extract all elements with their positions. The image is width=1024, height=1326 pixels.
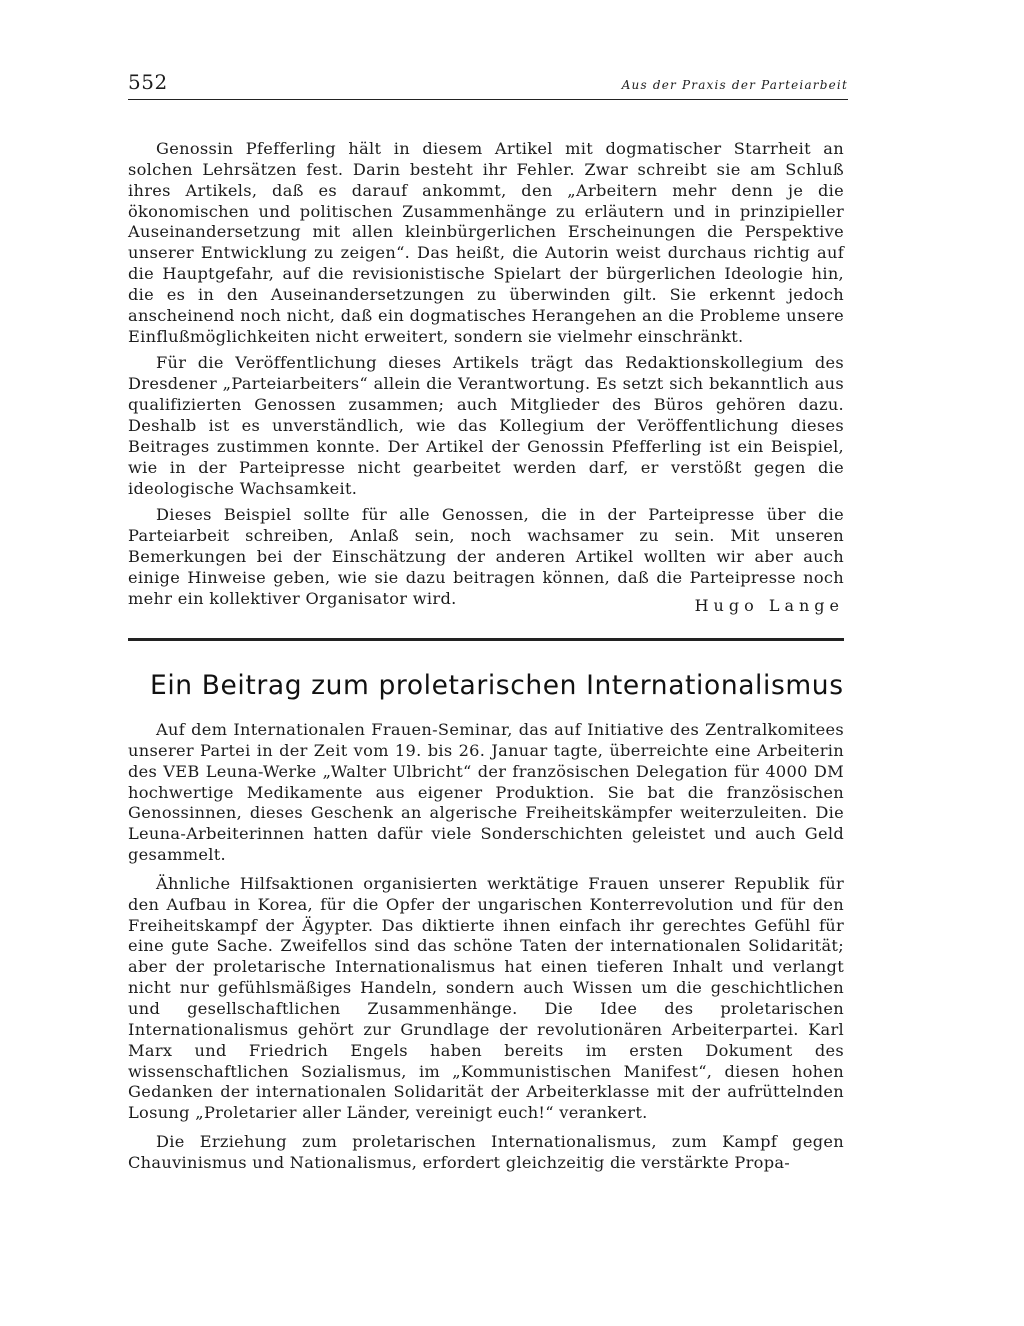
article-body (128, 720, 844, 1174)
running-head: Aus der Praxis der Parteiarbeit (621, 78, 848, 92)
paragraph: Dieses Beispiel sollte für alle Genossen, die in der Parteipresse über die Parteiarbeit schreiben, Anlaß sein, noch wachsamer zu sein. Mit unseren Bemerkungen bei der Einschätzung der anderen Artikel wollten wir aber auch einige Hinweise geben, wie sie dazu beitragen können, daß die Parteipresse noch mehr ein kollektiver Organisator wird. (128, 505, 844, 608)
paragraph: Für die Veröffentlichung dieses Artikels trägt das Redaktionskollegium des Dresdener „Parteiarbeiters“ allein die Verantwortung. Es setzt sich bekanntlich aus qualifizierten Genossen zusammen; auch Mitglieder des Büros gehören dazu. Deshalb ist es unverständlich, wie das Kollegium der Veröffentlichung dieses Beitrages zustimmen konnte. Der Artikel der Genossin Pfefferling ist ein Beispiel, wie in der Parteipresse nicht gearbeitet werden darf, er verstößt gegen die ideologische Wachsamkeit. (128, 353, 844, 498)
author-signature: Hugo Lange (694, 596, 844, 615)
paragraph: Auf dem Internationalen Frauen-Seminar, das auf Initiative des Zentralkomitees unserer Partei in der Zeit vom 19. bis 26. Januar tagte, überreichte eine Arbeiterin des VEB Leuna-Werke „Walter Ulbricht“ der französischen Delegation für 4000 DM hochwertige Medikamente aus eigener Produktion. Sie bat die französischen Genossinnen, dieses Geschenk an algerische Freiheitskämpfer weiterzuleiten. Die Leuna-Arbeiterinnen hatten dafür viele Sonderschichten geleistet und auch Geld gesammelt. (128, 720, 844, 865)
previous-article-conclusion (128, 139, 844, 610)
paragraph: Genossin Pfefferling hält in diesem Artikel mit dogmatischer Starrheit an solchen Lehrsätzen fest. Darin besteht ihr Fehler. Zwar schreibt sie am Schluß ihres Artikels, daß es darauf ankommt, den „Arbeitern mehr denn je die ökonomischen und politischen Zusammenhänge zu erläutern und in prinzipieller Auseinandersetzung mit allen kleinbürgerlichen Erscheinungen die Perspektive unserer Entwicklung zu zeigen“. Das heißt, die Autorin weist durchaus richtig auf die Hauptgefahr, auf die revisionistische Spielart der bürgerlichen Ideologie hin, die es in den Auseinandersetzungen zu überwinden gilt. Sie erkennt jedoch anscheinend noch nicht, daß ein dogmatisches Herangehen an die Probleme unsere Einflußmöglichkeiten nicht erweitert, sondern sie vielmehr einschränkt. (128, 139, 844, 346)
paragraph: Ähnliche Hilfsaktionen organisierten werktätige Frauen unserer Republik für den Aufbau in Korea, für die Opfer der ungarischen Konterrevolution und für den Freiheitskampf der Ägypter. Das diktierte ihnen einfach ihr gerechtes Gefühl für eine gute Sache. Zweifellos sind das schöne Taten der internationalen Solidarität; aber der proletarische Internationalismus hat einen tieferen Inhalt und verlangt nicht nur gefühlsmäßiges Handeln, sondern auch Wissen um die geschichtlichen und gesellschaftlichen Zusammenhänge. Die Idee des proletarischen Internationalismus gehört zur Grundlage der revolutionären Arbeiterpartei. Karl Marx und Friedrich Engels haben bereits im ersten Dokument des wissenschaftlichen Sozialismus, im „Kommunistischen Manifest“, diesen hohen Gedanken der internationalen Solidarität der Arbeiterklasse mit der aufrüttelnden Losung „Proletarier aller Länder, vereinigt euch!“ verankert. (128, 873, 844, 1123)
paragraph: Die Erziehung zum proletarischen Internationalismus, zum Kampf gegen Chauvinismus und Nationalismus, erfordert gleichzeitig die verstärkte Propa- (128, 1132, 844, 1172)
section-divider (128, 638, 844, 641)
header-rule (128, 99, 848, 100)
page-number: 552 (128, 70, 168, 94)
article-title: Ein Beitrag zum proletarischen Internationalismus (150, 670, 844, 701)
page-header (128, 70, 848, 100)
